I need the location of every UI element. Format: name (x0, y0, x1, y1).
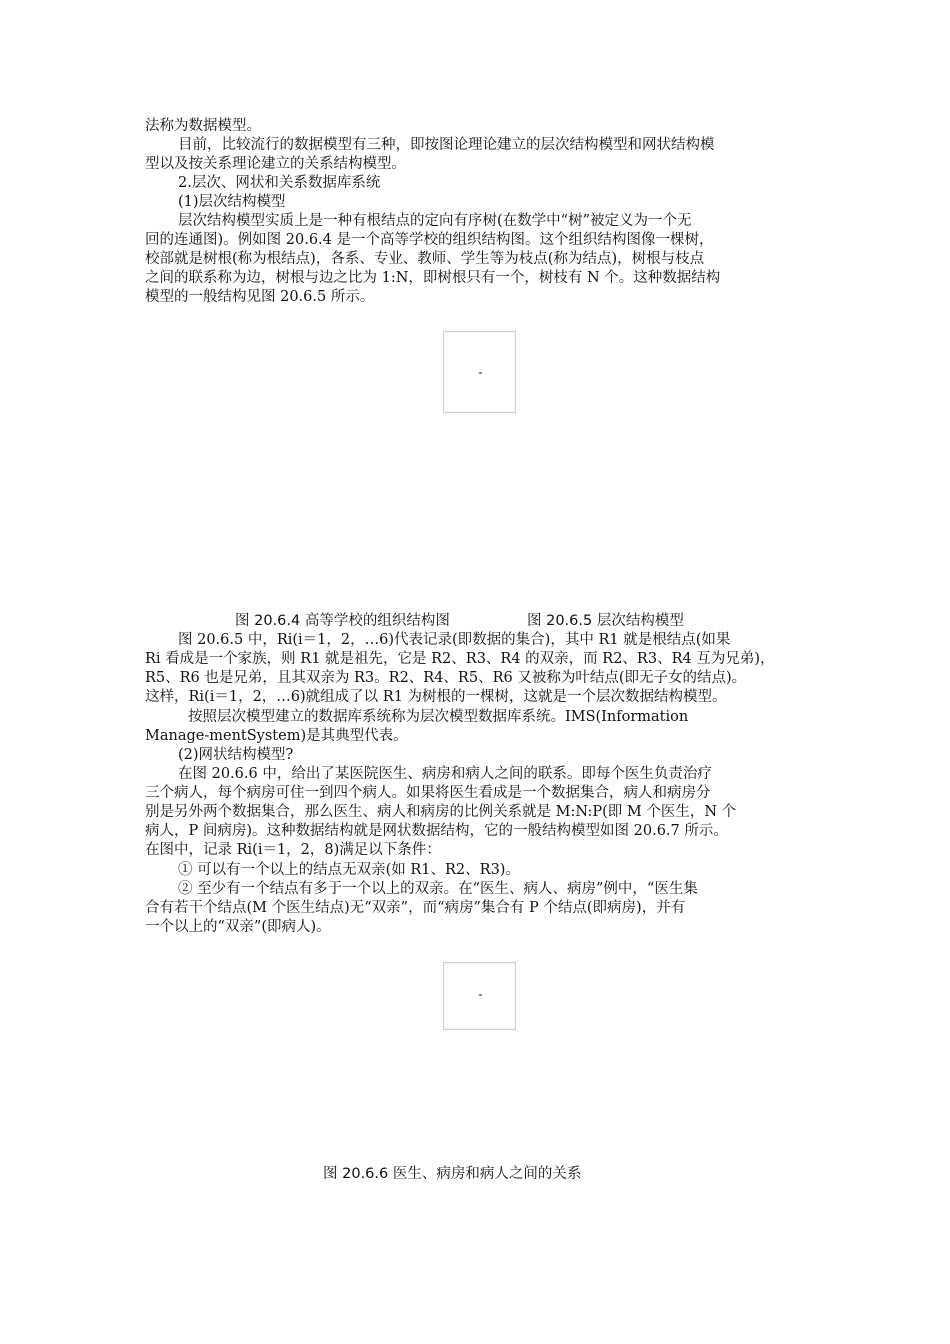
paragraph-line: 三个病人，每个病房可住一到四个病人。如果将医生看成是一个数据集合，病人和病房分 (145, 785, 711, 801)
paragraph-line: 之间的联系称为边，树根与边之比为 1:N，即树根只有一个，树枝有 N 个。这种数据结构 (145, 270, 721, 286)
figure-caption: 图 20.6.6 医生、病房和病人之间的关系 (323, 1166, 582, 1182)
figure-caption: 图 20.6.5 层次结构模型 (527, 613, 684, 629)
paragraph-line: 病人，P 间病房)。这种数据结构就是网状数据结构，它的一般结构模型如图 20.6.7 所示。 (145, 823, 728, 839)
section-heading: 2.层次、网状和关系数据库系统 (178, 175, 381, 191)
paragraph-line: 回的连通图)。例如图 20.6.4 是一个高等学校的组织结构图。这个组织结构图像一棵树， (145, 232, 714, 248)
paragraph-line: 法称为数据模型。 (145, 118, 261, 134)
figure-caption: 图 20.6.4 高等学校的组织结构图 (235, 613, 450, 629)
paragraph-line: 层次结构模型实质上是一种有根结点的定向有序树(在数学中“树”被定义为一个无 (178, 213, 692, 229)
paragraph-line: 这样，Ri(i＝1，2，…6)就组成了以 R1 为树根的一棵树，这就是一个层次数据结构模型。 (145, 689, 727, 705)
paragraph-line: 一个以上的“双亲”(即病人)。 (145, 919, 331, 935)
figure-image-placeholder (443, 962, 516, 1030)
paragraph-line: 合有若干个结点(M 个医生结点)无“双亲”，而“病房”集合有 P 个结点(即病房)，并有 (145, 900, 686, 916)
list-item: ② 至少有一个结点有多于一个以上的双亲。在“医生、病人、病房”例中，“医生集 (178, 881, 698, 897)
paragraph-line: 型以及按关系理论建立的关系结构模型。 (145, 156, 406, 172)
paragraph-line: Ri 看成是一个家族，则 R1 就是祖先，它是 R2、R3、R4 的双亲，而 R2、R3、R4 互为兄弟)， (145, 651, 775, 667)
figure-image-placeholder (443, 331, 516, 413)
paragraph-line: Manage-mentSystem)是其典型代表。 (145, 728, 408, 744)
paragraph-line: 别是另外两个数据集合，那么医生、病人和病房的比例关系就是 M:N:P(即 M 个医生，N 个 (145, 804, 737, 820)
paragraph-line: R5、R6 也是兄弟，且其双亲为 R3。R2、R4、R5、R6 又被称为叶结点(即无子女的结点)。 (145, 670, 747, 686)
paragraph-line: 图 20.6.5 中，Ri(i＝1，2，…6)代表记录(即数据的集合)，其中 R1 就是根结点(如果 (178, 632, 731, 648)
paragraph-line: 模型的一般结构见图 20.6.5 所示。 (145, 289, 375, 305)
paragraph-line: 校部就是树根(称为根结点)，各系、专业、教师、学生等为枝点(称为结点)，树根与枝点 (145, 251, 705, 267)
paragraph-line: 按照层次模型建立的数据库系统称为层次模型数据库系统。IMS(Information (188, 709, 689, 725)
paragraph-line: 目前，比较流行的数据模型有三种，即按图论理论建立的层次结构模型和网状结构模 (178, 137, 715, 153)
paragraph-line: 在图中，记录 Ri(i＝1，2，8)满足以下条件： (145, 842, 441, 858)
subsection-heading: (2)网状结构模型? (178, 747, 294, 763)
paragraph-line: 在图 20.6.6 中，给出了某医院医生、病房和病人之间的联系。即每个医生负责治疗 (178, 766, 712, 782)
list-item: ① 可以有一个以上的结点无双亲(如 R1、R2、R3)。 (178, 862, 520, 878)
subsection-heading: (1)层次结构模型 (178, 194, 286, 210)
figure-image-dot (479, 994, 482, 996)
figure-image-dot (479, 372, 482, 374)
